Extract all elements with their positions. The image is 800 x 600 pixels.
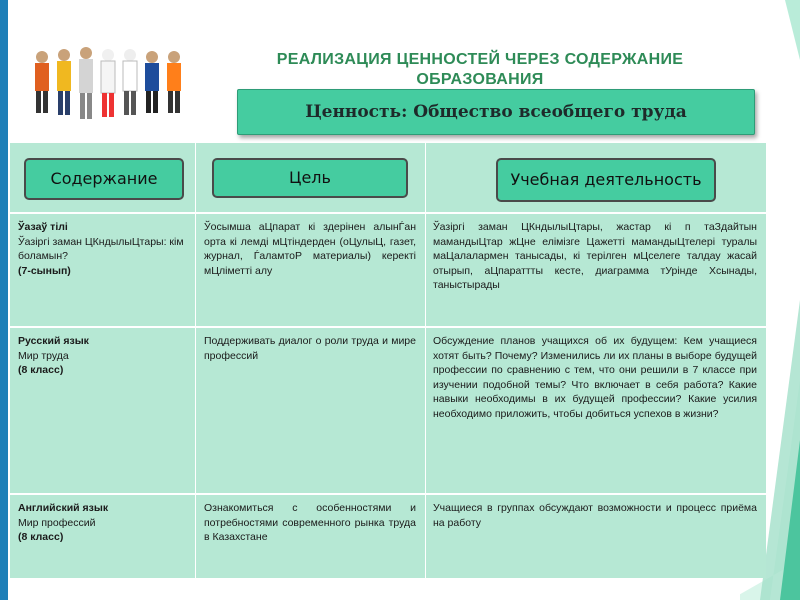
table-row-1-subject-cell (18, 220, 188, 278)
header-content-label: Содержание (50, 169, 158, 188)
row-3-goal: Ознакомиться с особенностями и потребностями современного рынка труда в Казахстане (204, 502, 416, 543)
header-content (24, 158, 184, 200)
row-2-topic: Мир труда (18, 349, 69, 362)
row-3-subject: Английский язык (18, 502, 109, 514)
workers-photo (22, 35, 194, 135)
header-activity (496, 158, 716, 202)
row-2-subject: Русский язык (18, 335, 89, 347)
row-1-topic: Ўазіргі заман ЦКндылыЦтары: кім боламын? (18, 235, 184, 262)
row-1-subject: Ўазаў тілі (18, 221, 68, 233)
content-table (10, 143, 766, 578)
row-divider (10, 326, 766, 328)
row-1-grade: (7-сынып) (18, 264, 71, 277)
row-divider (10, 212, 766, 214)
row-divider (10, 493, 766, 495)
value-heading: Ценность: Общество всеобщего труда (305, 102, 687, 122)
header-activity-label: Учебная деятельность (510, 170, 702, 189)
row-3-activity: Учащиеся в группах обсуждают возможности и процесс приёма на работу (433, 502, 757, 529)
table-row-2-subject-cell (18, 334, 188, 378)
column-divider (425, 143, 426, 578)
slide-title: РЕАЛИЗАЦИЯ ЦЕННОСТЕЙ ЧЕРЕЗ СОДЕРЖАНИЕ ОБРАЗОВАНИЯ (276, 51, 684, 88)
row-3-grade: (8 класс) (18, 531, 64, 543)
table-row-3-subject-cell (18, 501, 188, 545)
row-3-topic: Мир профессий (18, 516, 96, 529)
value-heading-box (237, 89, 755, 135)
left-accent-bar (0, 0, 8, 600)
row-1-goal: Ўосымша аЦпарат кі здерінен алынЃан орта кі лемді мЦтіндерден (оЦулыЦ, газет, журнал, ЃаламтоР материалы) керекті мЦліметті алу (204, 221, 416, 277)
row-2-grade: (8 класс) (18, 364, 64, 376)
row-1-activity: Ўазіргі заман ЦКндылыЦтары, жастар кі п таЗдайтын мамандыЦтар жЦне елімізге Цажетті мамандыЦтелері туралы маЦалалармен танысады, кі терілген мЦселеге талдау жасай отырып, аЦпараттты кесте, диаграмма тУрінде Хсынады, таныстырады (433, 221, 757, 291)
header-goal-label: Цель (289, 168, 331, 187)
row-2-goal: Поддерживать диалог о роли труда и мире профессий (204, 335, 416, 362)
column-divider (195, 143, 196, 578)
row-2-activity: Обсуждение планов учащихся об их будущем: Кем учащиеся хотят быть? Почему? Изменились ли их планы в выборе будущей профессии по сравнению с тем, что они решили в 7 классе при изучении подобной темы? Что включает в себя работа? Какие навыки необходимы в их будущей профессии? Какие усилия необходимо приложить, чтобы добиться успехов в жизни? (433, 335, 757, 420)
header-goal (212, 158, 408, 198)
